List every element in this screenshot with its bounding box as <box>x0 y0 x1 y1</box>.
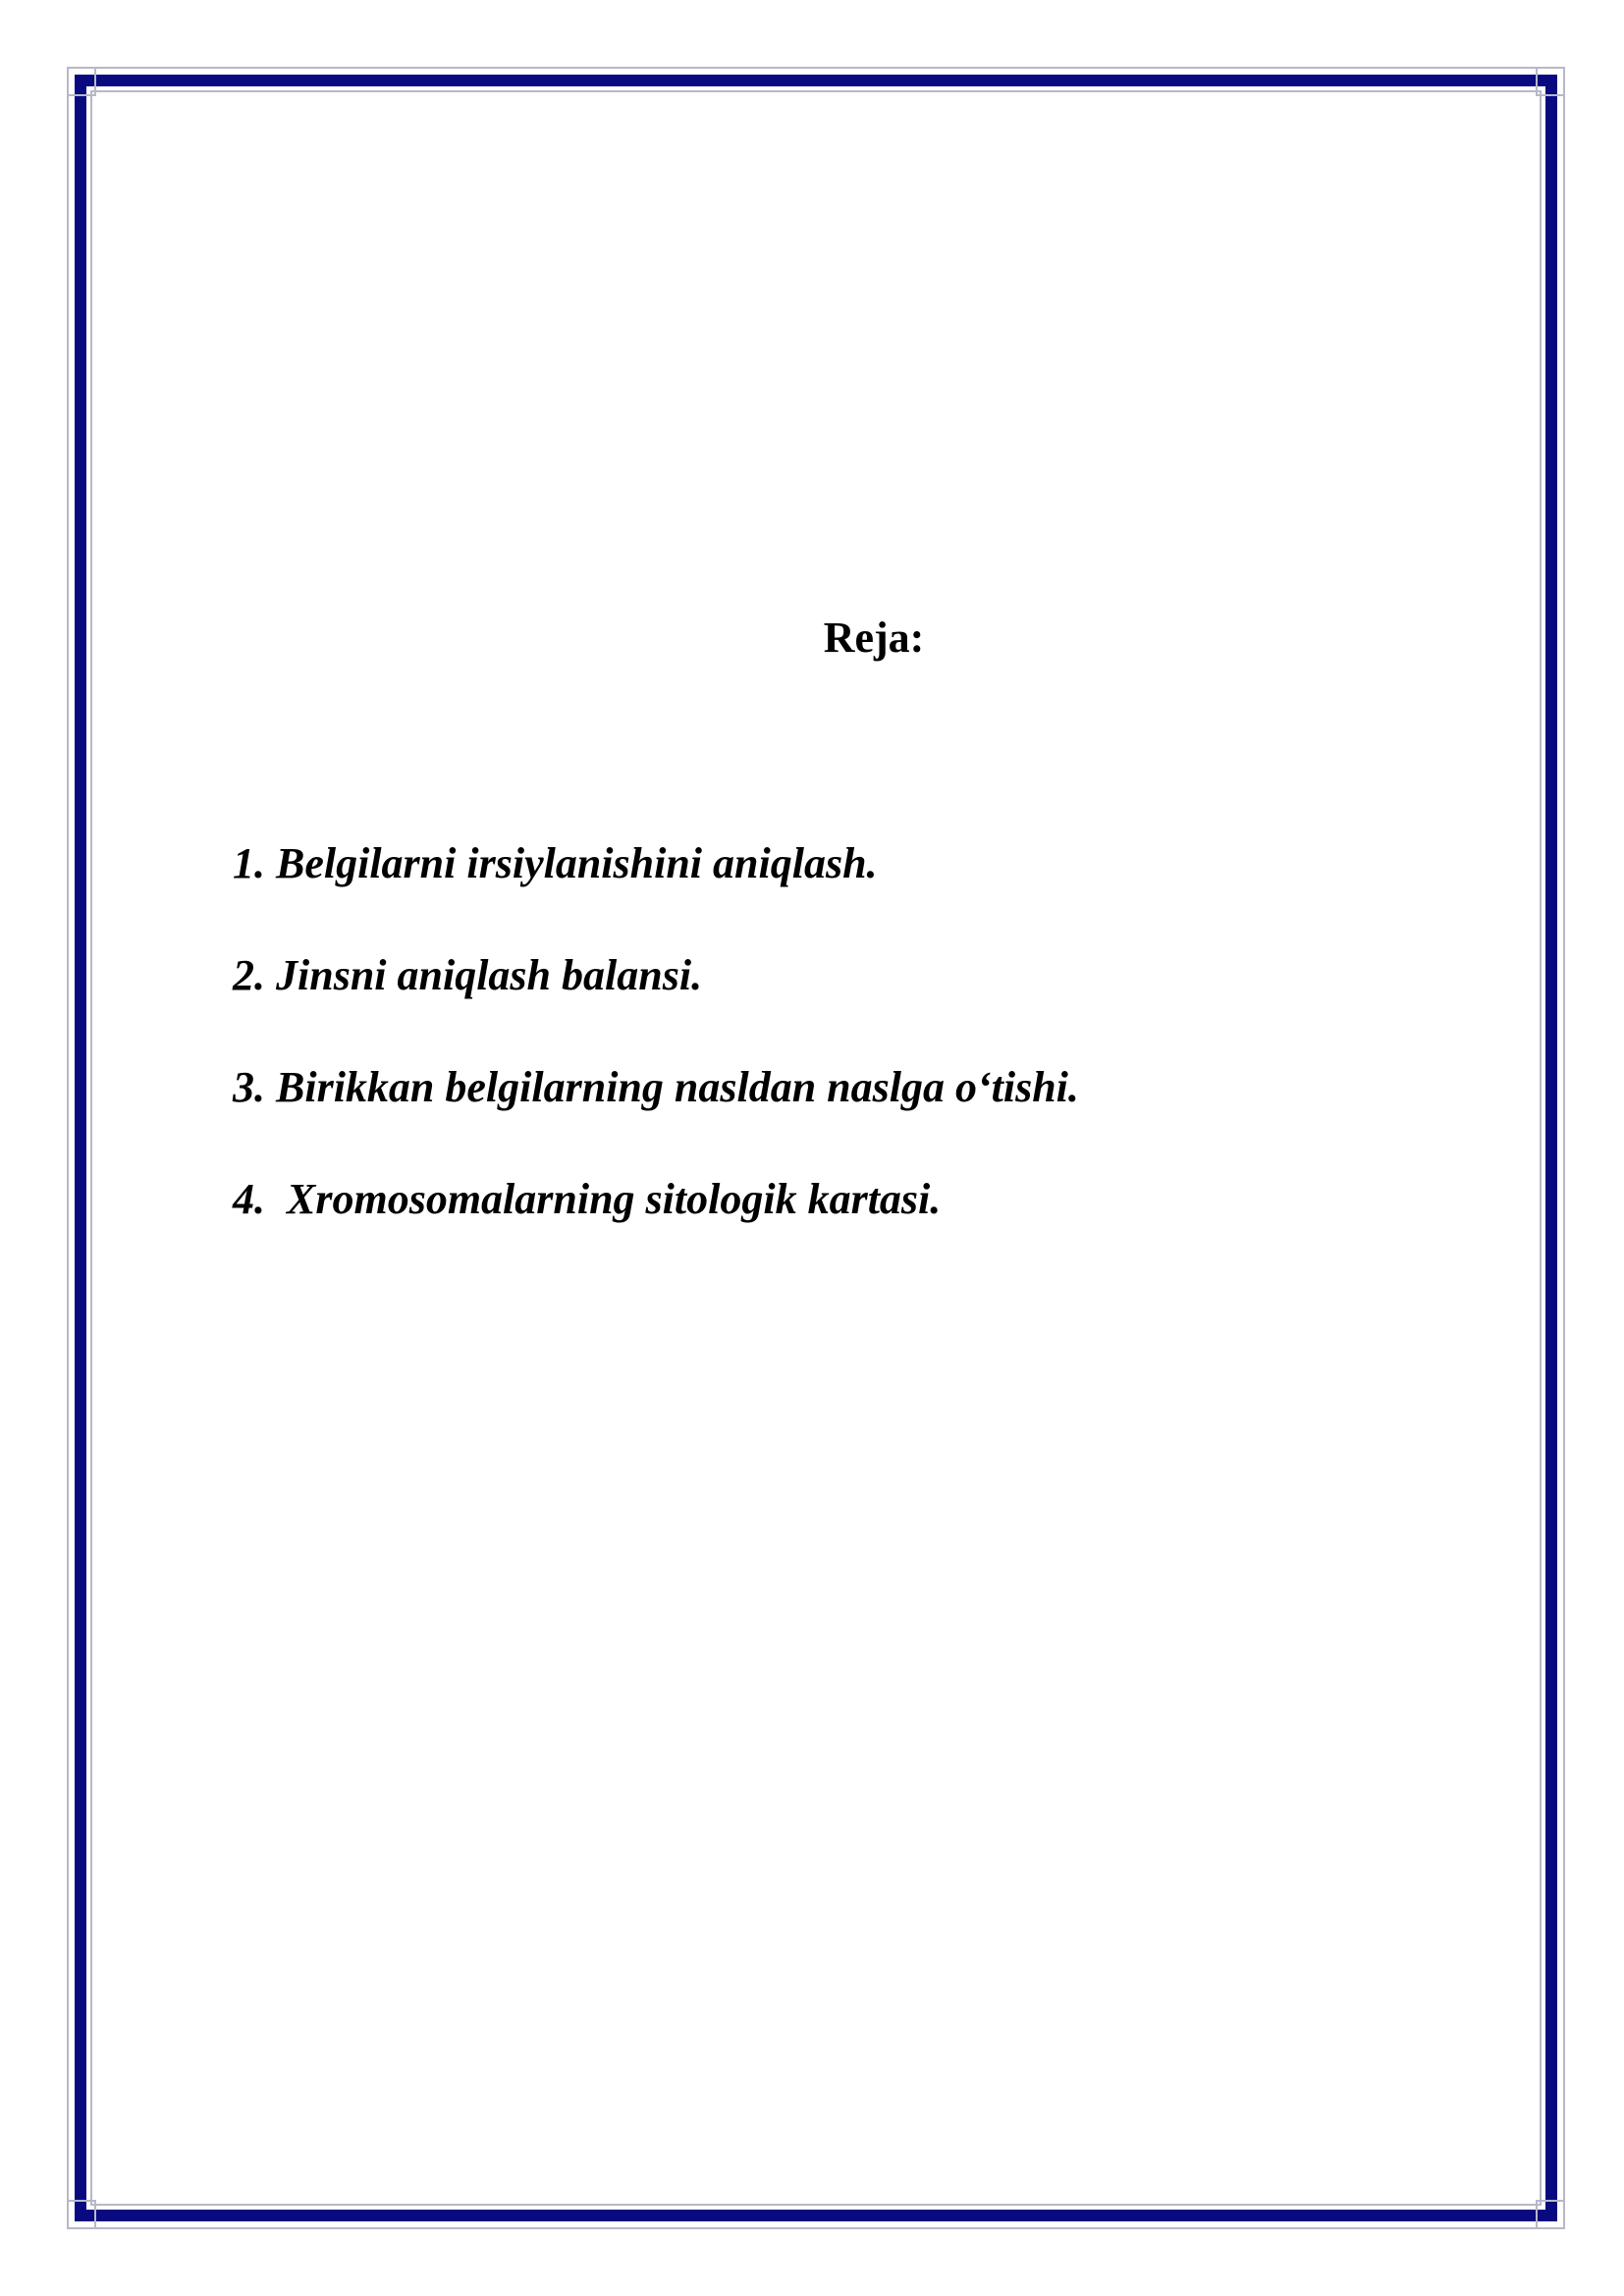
plan-item: 2. Jinsni aniqlash balansi. <box>233 951 703 999</box>
border-corner-bottom-right <box>1536 2200 1565 2229</box>
border-corner-top-left <box>67 67 96 96</box>
page-title: Reja: <box>823 614 925 662</box>
plan-item: 4. Xromosomalarning sitologik kartasi. <box>233 1175 942 1223</box>
border-corner-bottom-left <box>67 2200 96 2229</box>
border-corner-top-right <box>1536 67 1565 96</box>
plan-list <box>233 836 1079 1284</box>
plan-item: 1. Belgilarni irsiylanishini aniqlash. <box>233 839 878 887</box>
plan-item: 3. Birikkan belgilarning nasldan naslga o‘tishi. <box>233 1063 1079 1111</box>
